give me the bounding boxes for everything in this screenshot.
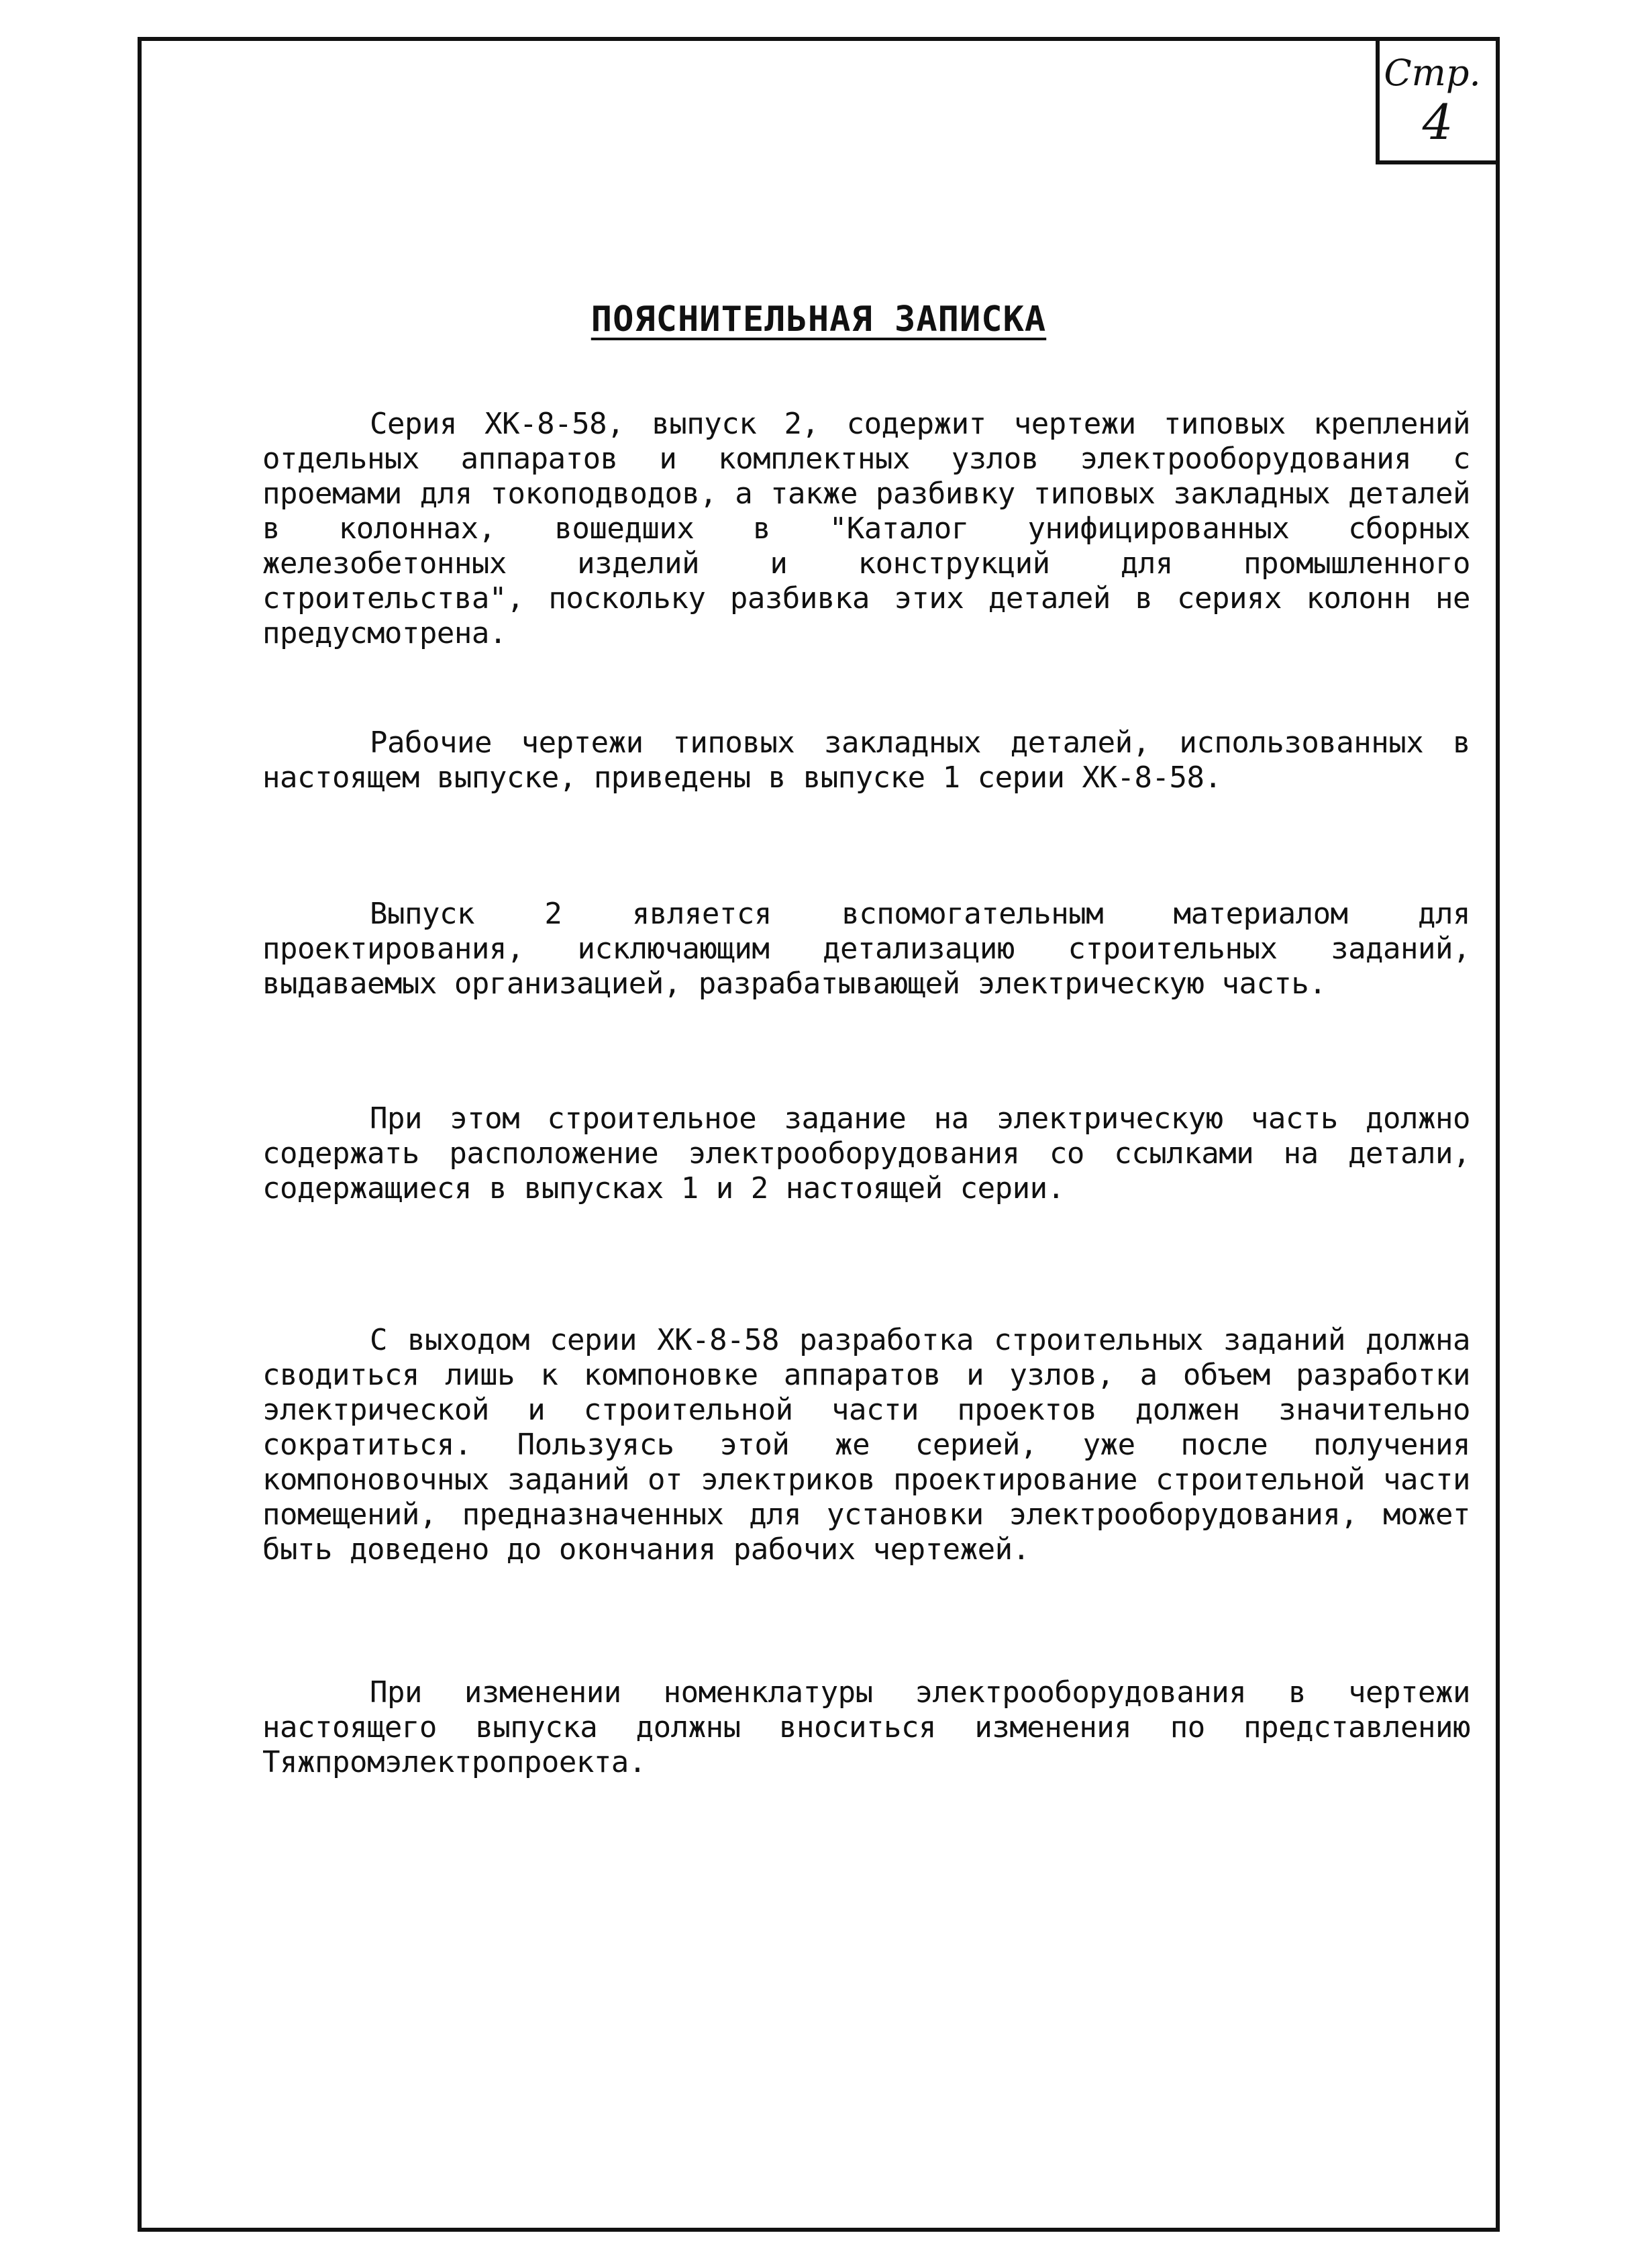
paragraph-1: Серия ХК-8-58, выпуск 2, содержит чертежи типовых креплений отдельных аппаратов и комплектных узлов электрооборудования с проемами для токоподводов, а также разбивку типовых закладных деталей в колоннах, вошедших в "Каталог унифицированных сборных железобетонных изделий и конструкций для промышленного строительства", поскольку разбивка этих деталей в сериях колонн не предусмотрена.: [262, 407, 1470, 650]
page-number: 4: [1422, 94, 1453, 150]
page-number-label: Стр.: [1384, 52, 1481, 94]
paragraph-5: С выходом серии ХК-8-58 разработка строительных заданий должна сводиться лишь к компоновке аппаратов и узлов, а объем разработки электрической и строительной части проектов должен значительно сократиться. Пользуясь этой же серией, уже после получения компоновочных заданий от электриков проектирование строительной части помещений, предназначенных для установки электрооборудования, может быть доведено до окончания рабочих чертежей.: [262, 1323, 1470, 1567]
paragraph-3: Выпуск 2 является вспомогательным материалом для проектирования, исключающим детализацию строительных заданий, выдаваемых организацией, разрабатывающей электрическую часть.: [262, 897, 1470, 1001]
paragraph-2: Рабочие чертежи типовых закладных деталей, использованных в настоящем выпуске, приведены в выпуске 1 серии ХК-8-58.: [262, 726, 1470, 795]
page-number-stamp: [1376, 37, 1500, 164]
paragraph-6: При изменении номенклатуры электрооборудования в чертежи настоящего выпуска должны вноситься изменения по представлению Тяжпромэлектропроекта.: [262, 1675, 1470, 1779]
paragraph-4: При этом строительное задание на электрическую часть должно содержать расположение электрооборудования со ссылками на детали, содержащиеся в выпусках 1 и 2 настоящей серии.: [262, 1101, 1470, 1205]
document-title: ПОЯСНИТЕЛЬНАЯ ЗАПИСКА: [591, 299, 1047, 340]
page-frame: [138, 37, 1500, 2232]
